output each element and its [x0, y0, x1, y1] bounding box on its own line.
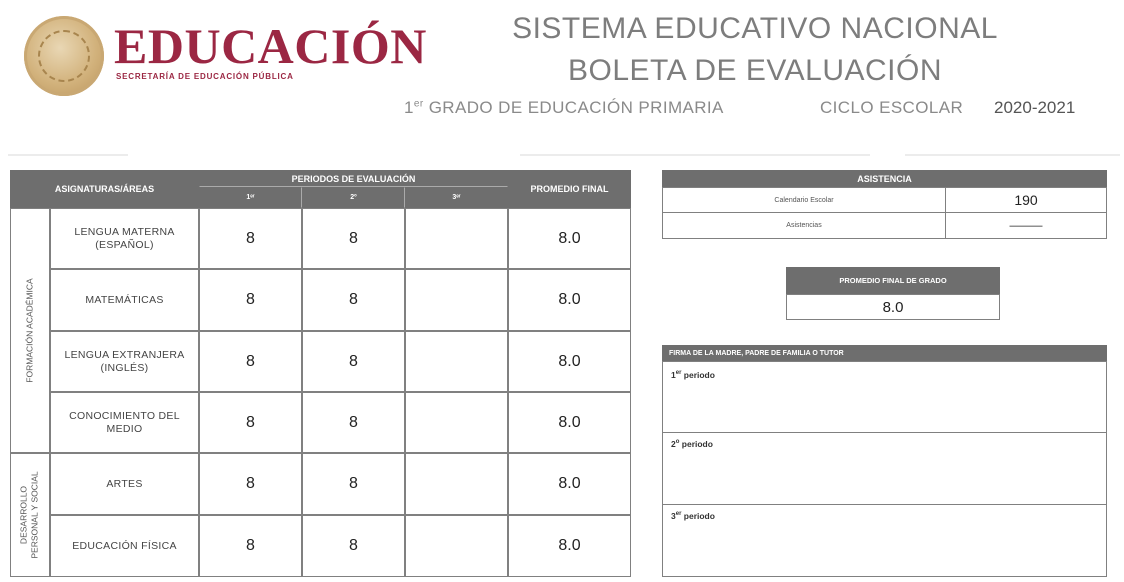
- header-period-3: 3ᵉʳ: [405, 187, 508, 208]
- header-periods: PERIODOS DE EVALUACIÓN: [199, 170, 508, 187]
- grade-period-1: 8: [199, 269, 302, 331]
- grade-period-1: 8: [199, 331, 302, 392]
- grade-period-1: 8: [199, 515, 302, 577]
- grade-period-3: [405, 392, 508, 453]
- brand-logo-text: EDUCACIÓN: [114, 18, 427, 74]
- calendar-label: Calendario Escolar: [662, 187, 946, 213]
- attendance-value: ———: [945, 212, 1107, 239]
- document-title: SISTEMA EDUCATIVO NACIONAL: [512, 12, 998, 45]
- final-average: 8.0: [508, 515, 631, 577]
- brand-subtitle: SECRETARÍA DE EDUCACIÓN PÚBLICA: [116, 72, 294, 81]
- group-academic: FORMACIÓN ACADÉMICA: [10, 208, 50, 453]
- divider: [8, 154, 128, 156]
- government-seal-icon: [24, 16, 104, 96]
- divider: [520, 154, 870, 156]
- subject-name: ARTES: [50, 453, 199, 515]
- school-cycle-year: 2020-2021: [994, 98, 1076, 117]
- attendance-label: Asistencias: [662, 212, 946, 239]
- final-average: 8.0: [508, 208, 631, 269]
- final-average: 8.0: [508, 453, 631, 515]
- signatures-title: FIRMA DE LA MADRE, PADRE DE FAMILIA O TUTOR: [662, 345, 1107, 361]
- calendar-value: 190: [945, 187, 1107, 213]
- grade-period-3: [405, 515, 508, 577]
- grade-period-2: 8: [302, 515, 405, 577]
- grade-period-3: [405, 269, 508, 331]
- document-subtitle: BOLETA DE EVALUACIÓN: [568, 54, 942, 87]
- subject-name: EDUCACIÓN FÍSICA: [50, 515, 199, 577]
- signature-label: 3er periodo: [671, 511, 715, 521]
- subject-name: CONOCIMIENTO DEL MEDIO: [50, 392, 199, 453]
- signature-box-period-2[interactable]: [662, 433, 1107, 505]
- grade-period-3: [405, 331, 508, 392]
- grade-period-1: 8: [199, 208, 302, 269]
- attendance-title: ASISTENCIA: [662, 170, 1107, 187]
- group-personal-social: DESARROLLO PERSONAL Y SOCIAL: [10, 453, 50, 577]
- grade-period-2: 8: [302, 269, 405, 331]
- grade-level: 1er GRADO DE EDUCACIÓN PRIMARIA: [404, 98, 724, 117]
- grade-period-1: 8: [199, 453, 302, 515]
- header-final-average: PROMEDIO FINAL: [508, 170, 631, 208]
- final-average: 8.0: [508, 331, 631, 392]
- signature-label: 1er periodo: [671, 370, 715, 380]
- grade-period-2: 8: [302, 208, 405, 269]
- header-period-2: 2º: [302, 187, 405, 208]
- final-grade-title: PROMEDIO FINAL DE GRADO: [786, 267, 1000, 294]
- grade-period-2: 8: [302, 453, 405, 515]
- grade-period-3: [405, 453, 508, 515]
- signature-label: 2$^o$ periodo: [671, 439, 713, 449]
- school-cycle-label: CICLO ESCOLAR: [820, 98, 964, 117]
- subject-name: LENGUA EXTRANJERA (INGLÉS): [50, 331, 199, 392]
- signature-box-period-1[interactable]: [662, 361, 1107, 433]
- header-subjects: ASIGNATURAS/ÁREAS: [10, 170, 199, 208]
- final-average: 8.0: [508, 392, 631, 453]
- final-average: 8.0: [508, 269, 631, 331]
- grade-period-2: 8: [302, 331, 405, 392]
- grade-period-3: [405, 208, 508, 269]
- grade-period-2: 8: [302, 392, 405, 453]
- subject-name: MATEMÁTICAS: [50, 269, 199, 331]
- subject-name: LENGUA MATERNA (ESPAÑOL): [50, 208, 199, 269]
- final-grade-value: 8.0: [786, 294, 1000, 320]
- signature-box-period-3[interactable]: [662, 505, 1107, 577]
- divider: [905, 154, 1120, 156]
- grade-period-1: 8: [199, 392, 302, 453]
- header-period-1: 1ᵉʳ: [199, 187, 302, 208]
